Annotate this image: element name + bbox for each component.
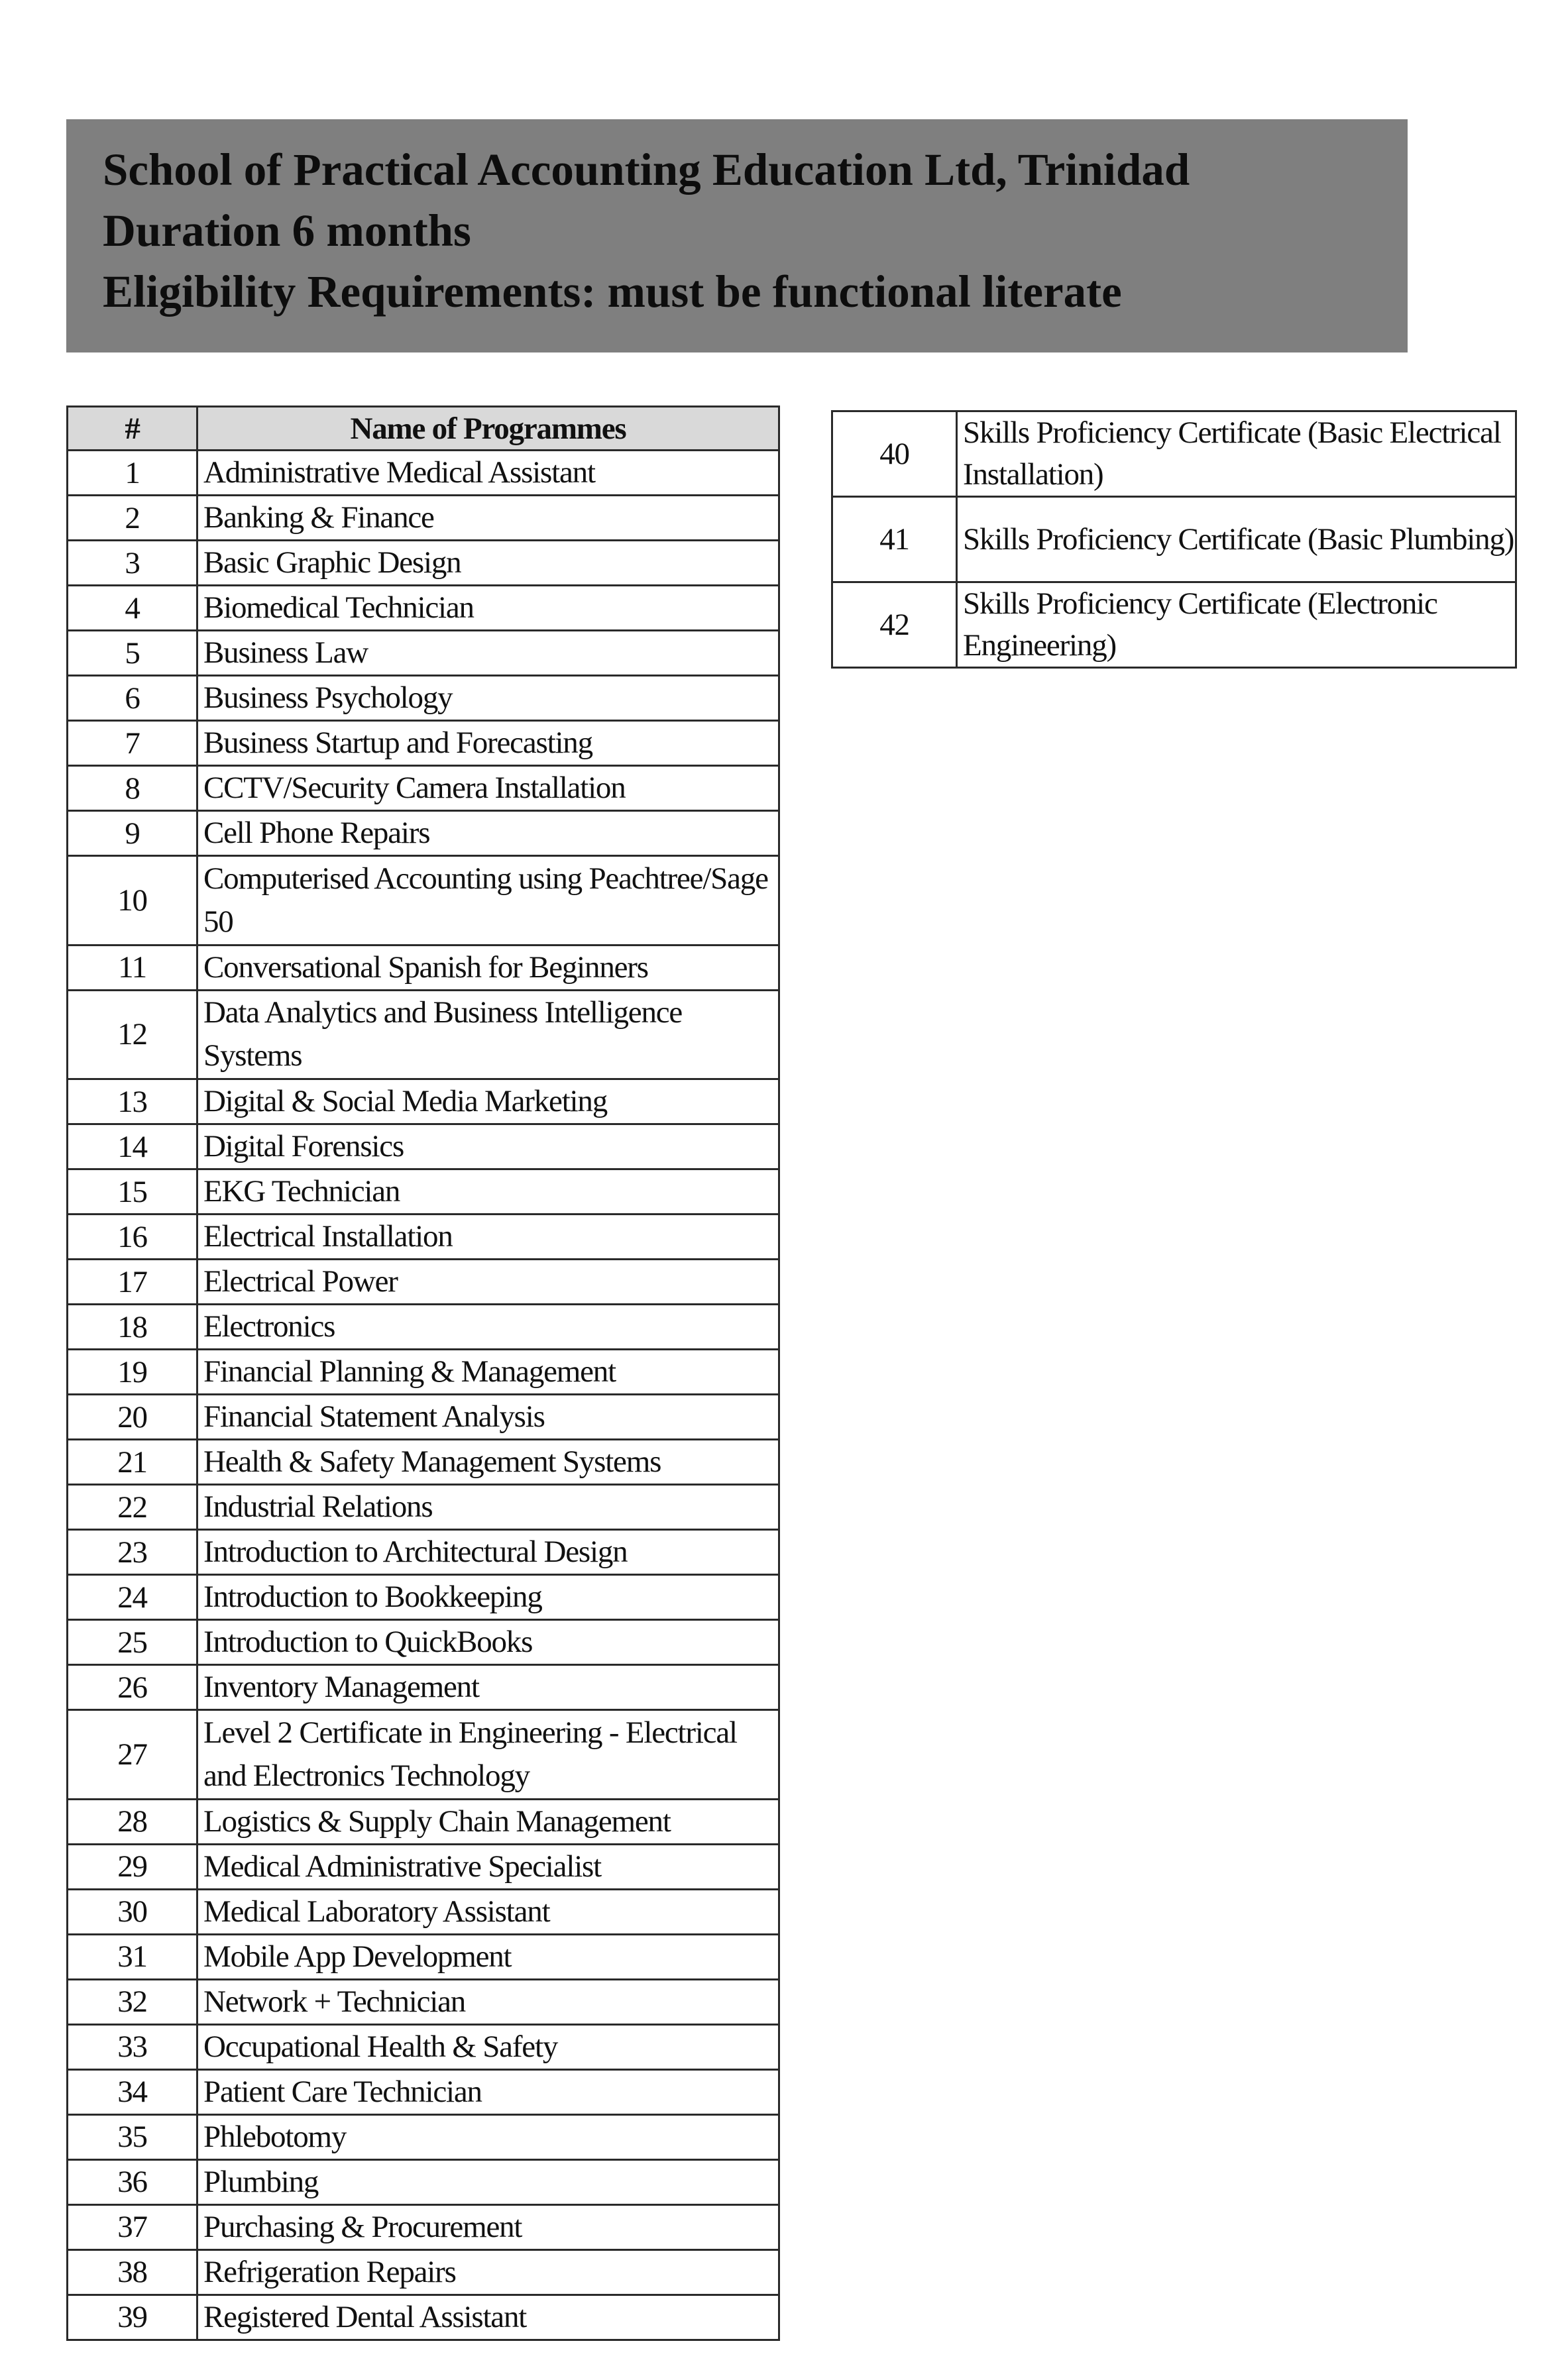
programme-name: Inventory Management [197, 1665, 779, 1710]
programme-name: Medical Administrative Specialist [197, 1844, 779, 1889]
programme-name: Banking & Finance [197, 496, 779, 541]
programme-number: 37 [68, 2204, 197, 2249]
programme-name: Purchasing & Procurement [197, 2204, 779, 2249]
programme-number: 13 [68, 1079, 197, 1124]
table-row [68, 676, 779, 721]
table-row [68, 766, 779, 811]
programme-number: 14 [68, 1124, 197, 1169]
programme-number: 7 [68, 721, 197, 766]
programme-name: Financial Statement Analysis [197, 1395, 779, 1440]
programme-name: Digital & Social Media Marketing [197, 1079, 779, 1124]
programme-name: Occupational Health & Safety [197, 2024, 779, 2069]
table-row [68, 1710, 779, 1800]
table-row [68, 1169, 779, 1215]
programme-number: 10 [68, 856, 197, 946]
programme-number: 18 [68, 1305, 197, 1350]
programme-name: Digital Forensics [197, 1124, 779, 1169]
table-row [68, 1350, 779, 1395]
programme-number: 23 [68, 1530, 197, 1575]
programme-name: Network + Technician [197, 1979, 779, 2024]
programme-name: Electrical Installation [197, 1215, 779, 1260]
programme-number: 31 [68, 1934, 197, 1979]
programme-number: 4 [68, 586, 197, 631]
programme-name: Conversational Spanish for Beginners [197, 945, 779, 990]
eligibility-text: Eligibility Requirements: must be functional literate [103, 266, 1122, 317]
programme-name: Skills Proficiency Certificate (Basic Plumbing) [957, 497, 1516, 582]
table-row [68, 721, 779, 766]
table-row [68, 1485, 779, 1530]
column-header-name: Name of Programmes [197, 407, 779, 451]
programme-name: Medical Laboratory Assistant [197, 1889, 779, 1934]
table-row [68, 1979, 779, 2024]
table-row [68, 2114, 779, 2159]
table-row [68, 2159, 779, 2204]
school-name: School of Practical Accounting Education Ltd, Trinidad [103, 144, 1190, 195]
programme-number: 5 [68, 631, 197, 676]
programme-number: 12 [68, 990, 197, 1079]
programme-number: 38 [68, 2249, 197, 2295]
programme-name: Financial Planning & Management [197, 1350, 779, 1395]
table-row [68, 1575, 779, 1620]
programmes-table-left [66, 406, 780, 2341]
header-banner [66, 119, 1408, 352]
table-row [68, 631, 779, 676]
programme-number: 6 [68, 676, 197, 721]
duration-text: Duration 6 months [103, 205, 471, 256]
table-row [68, 1530, 779, 1575]
table-row [68, 1620, 779, 1665]
table-header-row [68, 407, 779, 451]
table-row [68, 1395, 779, 1440]
programme-name: Skills Proficiency Certificate (Electronic Engineering) [957, 582, 1516, 668]
table-row [68, 1124, 779, 1169]
table-row [68, 496, 779, 541]
programme-number: 19 [68, 1350, 197, 1395]
programme-name: Administrative Medical Assistant [197, 451, 779, 496]
table-row [68, 586, 779, 631]
programme-number: 20 [68, 1395, 197, 1440]
programme-number: 16 [68, 1215, 197, 1260]
programme-number: 30 [68, 1889, 197, 1934]
programme-name: Phlebotomy [197, 2114, 779, 2159]
programme-name: Biomedical Technician [197, 586, 779, 631]
table-row [832, 411, 1516, 497]
programme-name: Mobile App Development [197, 1934, 779, 1979]
programme-name: Cell Phone Repairs [197, 811, 779, 856]
programme-number: 1 [68, 451, 197, 496]
programme-number: 17 [68, 1260, 197, 1305]
programme-number: 11 [68, 945, 197, 990]
column-header-number: # [68, 407, 197, 451]
programme-number: 26 [68, 1665, 197, 1710]
programme-name: Business Psychology [197, 676, 779, 721]
programme-name: Refrigeration Repairs [197, 2249, 779, 2295]
programme-number: 39 [68, 2295, 197, 2340]
programme-number: 2 [68, 496, 197, 541]
table-row [68, 811, 779, 856]
programme-number: 21 [68, 1440, 197, 1485]
programme-name: CCTV/Security Camera Installation [197, 766, 779, 811]
table-row [68, 2024, 779, 2069]
programme-name: Data Analytics and Business Intelligence Systems [197, 990, 779, 1079]
programme-number: 28 [68, 1799, 197, 1844]
programme-number: 25 [68, 1620, 197, 1665]
programme-name: Electrical Power [197, 1260, 779, 1305]
programme-name: Industrial Relations [197, 1485, 779, 1530]
programme-number: 29 [68, 1844, 197, 1889]
table-row [68, 1844, 779, 1889]
programme-name: Registered Dental Assistant [197, 2295, 779, 2340]
programme-name: Logistics & Supply Chain Management [197, 1799, 779, 1844]
table-row [832, 497, 1516, 582]
table-row [68, 856, 779, 946]
programme-number: 33 [68, 2024, 197, 2069]
programmes-list-right [832, 411, 1516, 668]
programme-number: 36 [68, 2159, 197, 2204]
programme-name: Patient Care Technician [197, 2069, 779, 2114]
programme-name: Computerised Accounting using Peachtree/Sage 50 [197, 856, 779, 946]
programme-number: 27 [68, 1710, 197, 1800]
programme-name: EKG Technician [197, 1169, 779, 1215]
table-row [68, 2069, 779, 2114]
table-row [68, 1889, 779, 1934]
table-row [68, 1305, 779, 1350]
programme-name: Plumbing [197, 2159, 779, 2204]
programmes-list-left [68, 451, 779, 2340]
table-row [68, 1934, 779, 1979]
programme-number: 41 [832, 497, 957, 582]
table-row [68, 541, 779, 586]
table-row [68, 1260, 779, 1305]
programme-number: 22 [68, 1485, 197, 1530]
programme-number: 32 [68, 1979, 197, 2024]
programme-number: 15 [68, 1169, 197, 1215]
programme-name: Introduction to QuickBooks [197, 1620, 779, 1665]
table-row [68, 1079, 779, 1124]
programme-name: Business Startup and Forecasting [197, 721, 779, 766]
table-row [68, 1215, 779, 1260]
table-row [68, 2204, 779, 2249]
table-row [68, 1799, 779, 1844]
programmes-table-right [831, 410, 1517, 669]
programme-number: 9 [68, 811, 197, 856]
programme-name: Business Law [197, 631, 779, 676]
table-row [68, 945, 779, 990]
programme-name: Level 2 Certificate in Engineering - Electrical and Electronics Technology [197, 1710, 779, 1800]
programme-name: Health & Safety Management Systems [197, 1440, 779, 1485]
programme-name: Basic Graphic Design [197, 541, 779, 586]
table-row [68, 451, 779, 496]
programme-number: 8 [68, 766, 197, 811]
table-row [68, 2249, 779, 2295]
programme-number: 3 [68, 541, 197, 586]
table-row [68, 1665, 779, 1710]
programme-name: Introduction to Bookkeeping [197, 1575, 779, 1620]
table-row [68, 1440, 779, 1485]
programme-number: 40 [832, 411, 957, 497]
table-row [832, 582, 1516, 668]
table-row [68, 990, 779, 1079]
table-row [68, 2295, 779, 2340]
programme-number: 34 [68, 2069, 197, 2114]
programme-number: 35 [68, 2114, 197, 2159]
programme-name: Introduction to Architectural Design [197, 1530, 779, 1575]
programme-number: 42 [832, 582, 957, 668]
programme-name: Electronics [197, 1305, 779, 1350]
programme-name: Skills Proficiency Certificate (Basic Electrical Installation) [957, 411, 1516, 497]
programme-number: 24 [68, 1575, 197, 1620]
